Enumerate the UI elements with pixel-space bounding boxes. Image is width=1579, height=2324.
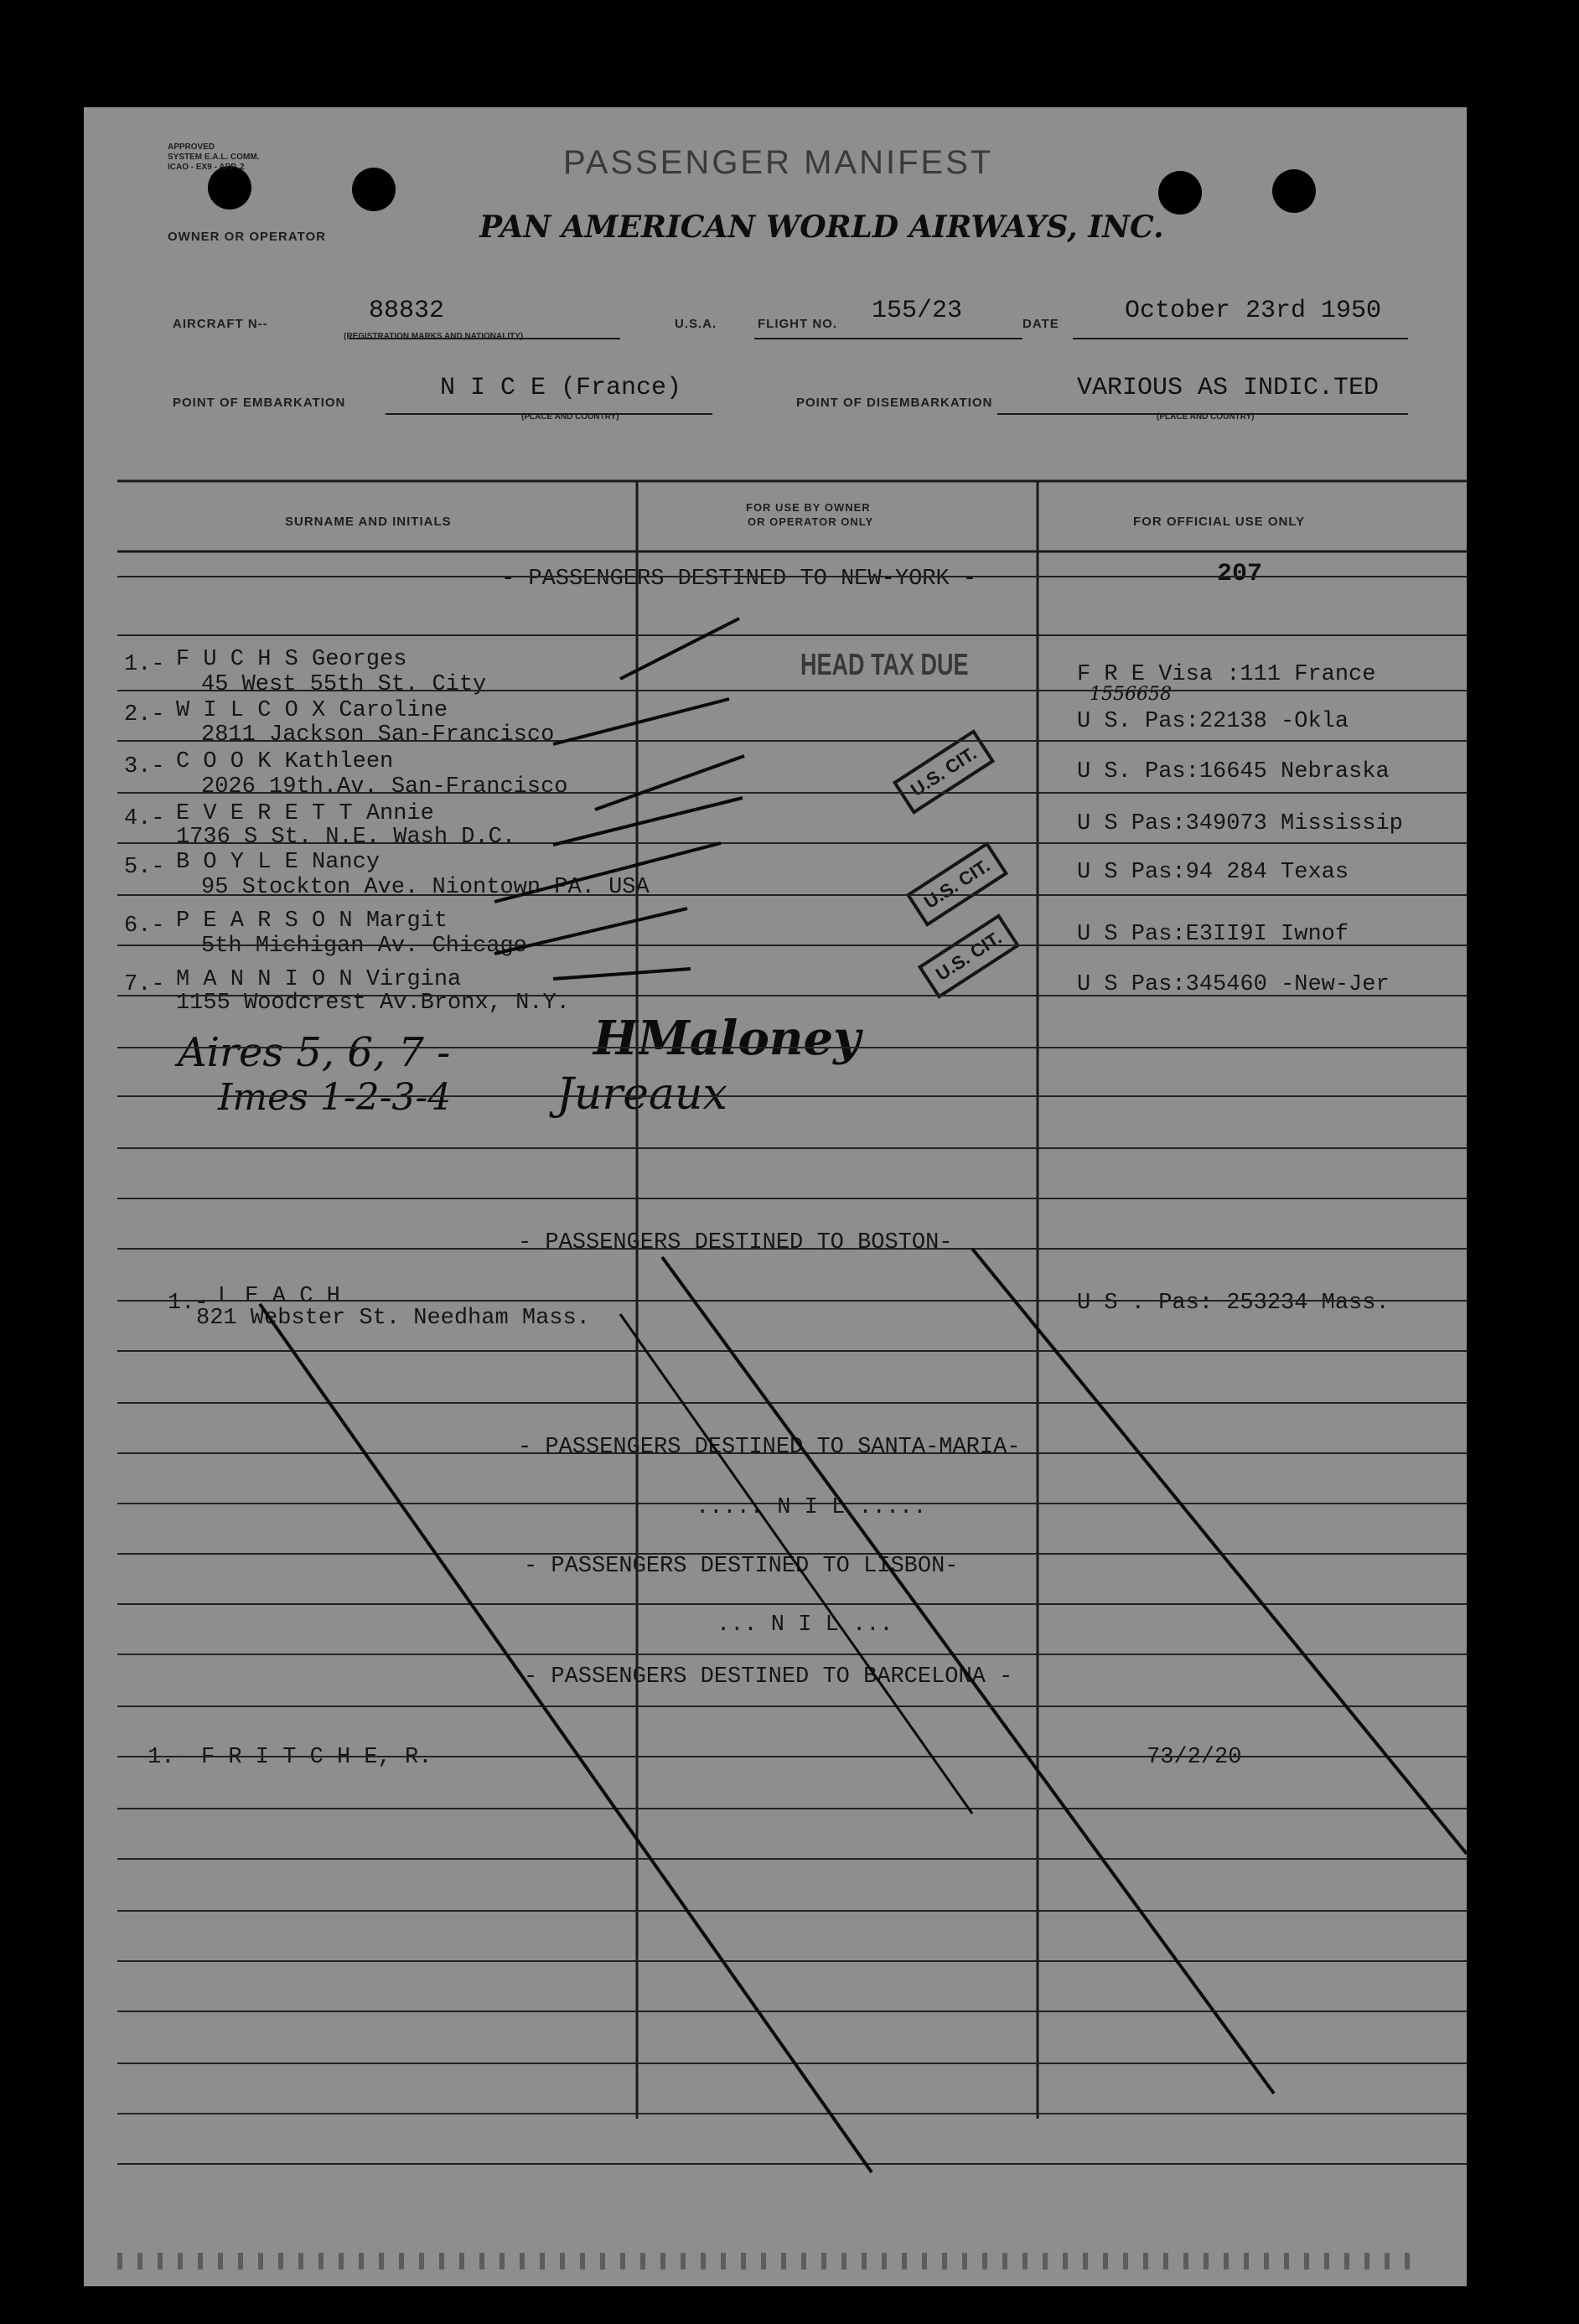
embark-value: N I C E (France) bbox=[440, 374, 682, 402]
official-entry: U S Pas:E3II9I Iwnof bbox=[1077, 922, 1349, 947]
official-entry: F R E Visa :111 France bbox=[1077, 662, 1376, 687]
visa-note: 1556658 bbox=[1090, 684, 1172, 705]
passenger-name: L E A C H bbox=[218, 1284, 340, 1309]
official-entry: U S Pas:349073 Mississip bbox=[1077, 811, 1403, 836]
date-value: October 23rd 1950 bbox=[1125, 297, 1382, 325]
head-tax-stamp: HEAD TAX DUE bbox=[800, 647, 969, 681]
flight-value: 155/23 bbox=[872, 297, 963, 325]
passenger-address: 5th-Michigan Av. Chicago bbox=[201, 934, 527, 959]
flight-label: FLIGHT NO. bbox=[758, 317, 837, 331]
usa-label: U.S.A. bbox=[675, 317, 717, 331]
passenger-number: 1.- bbox=[168, 1291, 209, 1316]
section-heading-lisbon: - PASSENGERS DESTINED TO LISBON- bbox=[524, 1554, 959, 1579]
passenger-name: B O Y L E Nancy bbox=[176, 850, 381, 875]
approval-line: ICAO - EX9 - APP. 2 bbox=[168, 163, 245, 172]
signature: HMaloney bbox=[593, 1011, 861, 1066]
passenger-name: E V E R E T T Annie bbox=[176, 801, 434, 826]
passenger-name: C O O K Kathleen bbox=[176, 749, 394, 774]
official-entry: U S. Pas:16645 Nebraska bbox=[1077, 759, 1390, 784]
passenger-address: 2811 Jackson San-Francisco bbox=[201, 722, 555, 748]
date-label: DATE bbox=[1022, 317, 1059, 331]
scan-noise bbox=[117, 2253, 1425, 2270]
col-official: FOR OFFICIAL USE ONLY bbox=[1133, 515, 1306, 529]
us-citizen-stamp: U.S. CIT. bbox=[906, 841, 1008, 927]
approval-line: SYSTEM E.A.L. COMM. bbox=[168, 153, 260, 162]
passenger-address: 1155 Woodcrest Av.Bronx, N.Y. bbox=[176, 991, 570, 1016]
passenger-number: 1.- bbox=[124, 652, 165, 677]
signature: Jureaux bbox=[557, 1069, 727, 1120]
passenger-number: 3.- bbox=[124, 754, 165, 779]
passenger-name: F R I T C H E, R. bbox=[201, 1745, 432, 1770]
passenger-number: 4.- bbox=[124, 806, 165, 831]
official-entry: U S Pas:94 284 Texas bbox=[1077, 860, 1349, 885]
page-title: PASSENGER MANIFEST bbox=[563, 144, 994, 181]
owner-value: PAN AMERICAN WORLD AIRWAYS, INC. bbox=[479, 210, 1164, 245]
passenger-number: 1.- bbox=[148, 1745, 189, 1770]
owner-label: OWNER OR OPERATOR bbox=[168, 230, 326, 244]
manifest-sheet bbox=[84, 107, 1467, 2286]
passenger-address: 1736 S St. N.E. Wash D.C. bbox=[176, 825, 516, 850]
new-york-count: 207 bbox=[1217, 560, 1263, 588]
nil-note: ..... N I L ..... bbox=[696, 1495, 927, 1520]
official-entry: U S. Pas:22138 -Okla bbox=[1077, 709, 1349, 734]
passenger-name: P E A R S O N Margit bbox=[176, 908, 448, 934]
passenger-name: W I L C O X Caroline bbox=[176, 698, 448, 723]
handwritten-note: Imes 1-2-3-4 bbox=[218, 1076, 452, 1119]
passenger-number: 2.- bbox=[124, 702, 165, 727]
col-owner-use: FOR USE BY OWNER bbox=[746, 501, 871, 514]
handwritten-note: Aires 5, 6, 7 - bbox=[178, 1029, 451, 1076]
passenger-address: 95 Stockton Ave. Niontown PA. USA bbox=[201, 875, 650, 900]
passenger-address: 2026 19th.Av. San-Francisco bbox=[201, 774, 568, 800]
official-entry: U S . Pas: 253234 Mass. bbox=[1077, 1291, 1390, 1316]
approval-line: APPROVED bbox=[168, 142, 215, 152]
aircraft-value: 88832 bbox=[369, 297, 445, 325]
passenger-name: F U C H S Georges bbox=[176, 647, 407, 672]
section-heading-boston: - PASSENGERS DESTINED TO BOSTON- bbox=[518, 1230, 953, 1255]
col-surname: SURNAME AND INITIALS bbox=[285, 515, 452, 529]
official-entry: 73/2/20 bbox=[1147, 1745, 1242, 1770]
passenger-number: 5.- bbox=[124, 855, 165, 880]
section-heading-new-york: - PASSENGERS DESTINED TO NEW-YORK - bbox=[501, 567, 977, 592]
us-citizen-stamp: U.S. CIT. bbox=[893, 729, 995, 815]
passenger-address: 45 West 55th St. City bbox=[201, 672, 487, 697]
passenger-number: 6.- bbox=[124, 914, 165, 939]
official-entry: U S Pas:345460 -New-Jer bbox=[1077, 972, 1390, 997]
embark-sub: (PLACE AND COUNTRY) bbox=[521, 412, 619, 422]
section-heading-santa-maria: - PASSENGERS DESTINED TO SANTA-MARIA- bbox=[518, 1435, 1021, 1460]
passenger-name: M A N N I O N Virgina bbox=[176, 967, 462, 992]
ruling-lines bbox=[84, 107, 1467, 2286]
disembark-sub: (PLACE AND COUNTRY) bbox=[1157, 412, 1255, 422]
aircraft-label: AIRCRAFT N-- bbox=[173, 317, 268, 331]
disembark-value: VARIOUS AS INDIC.TED bbox=[1077, 374, 1380, 402]
aircraft-sub: (REGISTRATION MARKS AND NATIONALITY) bbox=[344, 332, 524, 341]
disembark-label: POINT OF DISEMBARKATION bbox=[796, 396, 993, 410]
section-heading-barcelona: - PASSENGERS DESTINED TO BARCELONA - bbox=[524, 1664, 1013, 1690]
nil-note: ... N I L ... bbox=[717, 1612, 893, 1638]
cross-out-strikes bbox=[260, 619, 1467, 2172]
col-owner-use: OR OPERATOR ONLY bbox=[748, 515, 874, 528]
passenger-number: 7.- bbox=[124, 972, 165, 997]
embark-label: POINT OF EMBARKATION bbox=[173, 396, 346, 410]
us-citizen-stamp: U.S. CIT. bbox=[918, 914, 1020, 999]
passenger-address: 821 Webster St. Needham Mass. bbox=[196, 1306, 590, 1331]
